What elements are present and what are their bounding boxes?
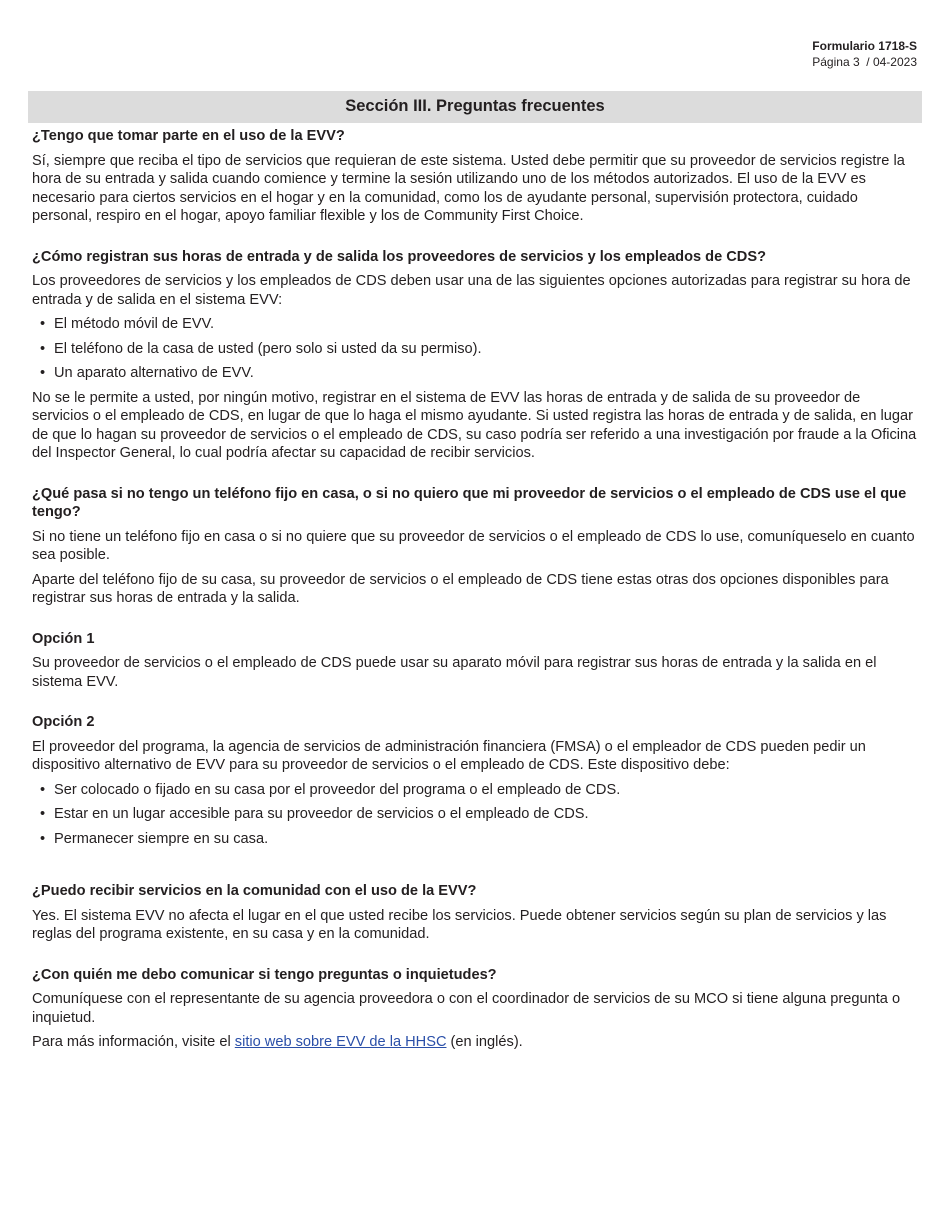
faq-content: [32, 127, 920, 1052]
page-info: Página 3 / 04-2023: [812, 55, 917, 69]
faq-question: ¿Puedo recibir servicios en la comunidad con el uso de la EVV?: [32, 883, 477, 899]
option-text: El proveedor del programa, la agencia de servicios de administración financiera (FMSA) o el empleador de CDS pueden pedir un dispositivo alternativo de EVV para su proveedor de servicios o el empleado de CDS. Este dispositivo debe:: [32, 738, 866, 773]
list-item: • Un aparato alternativo de EVV.: [32, 364, 920, 383]
list-item: • Permanecer siempre en su casa.: [32, 830, 920, 849]
faq-question: ¿Qué pasa si no tengo un teléfono fijo en casa, o si no quiero que mi proveedor de servicios o el empleado de CDS use el que tengo?: [32, 485, 907, 520]
faq-answer: No se le permite a usted, por ningún motivo, registrar en el sistema de EVV las horas de entrada y de salida de su proveedor de servicios o el empleado de CDS, en lugar de que lo haga el mismo ayudante. Si usted registra las horas de entrada y de salida, en lugar de que lo hagan su proveedor de servicios o el empleado de CDS, su caso podría ser referido a una investigación por fraude a la Oficina del Inspector General, lo cual podría afectar su capacidad de recibir servicios.: [32, 389, 917, 461]
more-info-prefix: Para más información, visite el: [32, 1034, 235, 1050]
list-item: • Ser colocado o fijado en su casa por el proveedor del programa o el empleado de CDS.: [32, 781, 920, 800]
faq-answer: Aparte del teléfono fijo de su casa, su proveedor de servicios o el empleado de CDS tiene estas otras dos opciones disponibles para registrar sus horas de entrada y la salida.: [32, 571, 889, 606]
bullet-list: [32, 315, 920, 383]
option-title: Opción 1: [32, 630, 95, 647]
hhsc-evv-link[interactable]: sitio web sobre EVV de la HHSC: [234, 1034, 447, 1050]
list-item: • El teléfono de la casa de usted (pero solo si usted da su permiso).: [32, 340, 920, 359]
form-id: Formulario 1718-S: [812, 39, 917, 53]
faq-answer: Los proveedores de servicios y los empleados de CDS deben usar una de las siguientes opciones autorizadas para registrar su hora de entrada y de salida en el sistema EVV:: [32, 273, 911, 308]
option-title: Opción 2: [32, 714, 95, 730]
faq-answer: Yes. El sistema EVV no afecta el lugar en el que usted recibe los servicios. Puede obtener servicios según su plan de servicios y las reglas del programa existente, en su casa y en la comunidad.: [32, 907, 887, 942]
faq-question: ¿Tengo que tomar parte en el uso de la EVV?: [32, 128, 345, 144]
list-item: • El método móvil de EVV.: [32, 315, 920, 334]
option-text: Su proveedor de servicios o el empleado de CDS puede usar su aparato móvil para registrar sus horas de entrada y la salida en el sistema EVV.: [32, 655, 877, 690]
faq-answer: Comuníquese con el representante de su agencia proveedora o con el coordinador de servicios de su MCO si tiene alguna pregunta o inquietud.: [32, 991, 901, 1026]
bullet-list: [32, 781, 920, 849]
faq-answer: Si no tiene un teléfono fijo en casa o si no quiere que su proveedor de servicios o el empleado de CDS lo use, comuníqueselo en cuanto sea posible.: [32, 528, 915, 563]
faq-question: ¿Cómo registran sus horas de entrada y de salida los proveedores de servicios y los empleados de CDS?: [32, 248, 766, 265]
list-item: • Estar en un lugar accesible para su proveedor de servicios o el empleado de CDS.: [32, 805, 920, 824]
more-info-suffix: (en inglés).: [446, 1034, 523, 1050]
faq-answer: Sí, siempre que reciba el tipo de servicios que requieran de este sistema. Usted debe permitir que su proveedor de servicios registre la hora de su entrada y salida cuando comience y termine la sesión utilizando uno de los métodos autorizados. El uso de la EVV es necesario para ciertos servicios en el hogar y en la comunidad, como los de ayudante personal, supervisión protectora, cuidado personal, respiro en el hogar, apoyo familiar flexible y los de Community First Choice.: [32, 152, 905, 224]
faq-question: ¿Con quién me debo comunicar si tengo preguntas o inquietudes?: [32, 966, 497, 983]
section-title: Sección III. Preguntas frecuentes: [28, 91, 922, 123]
more-info: [32, 1033, 920, 1052]
page-header: [812, 38, 917, 70]
